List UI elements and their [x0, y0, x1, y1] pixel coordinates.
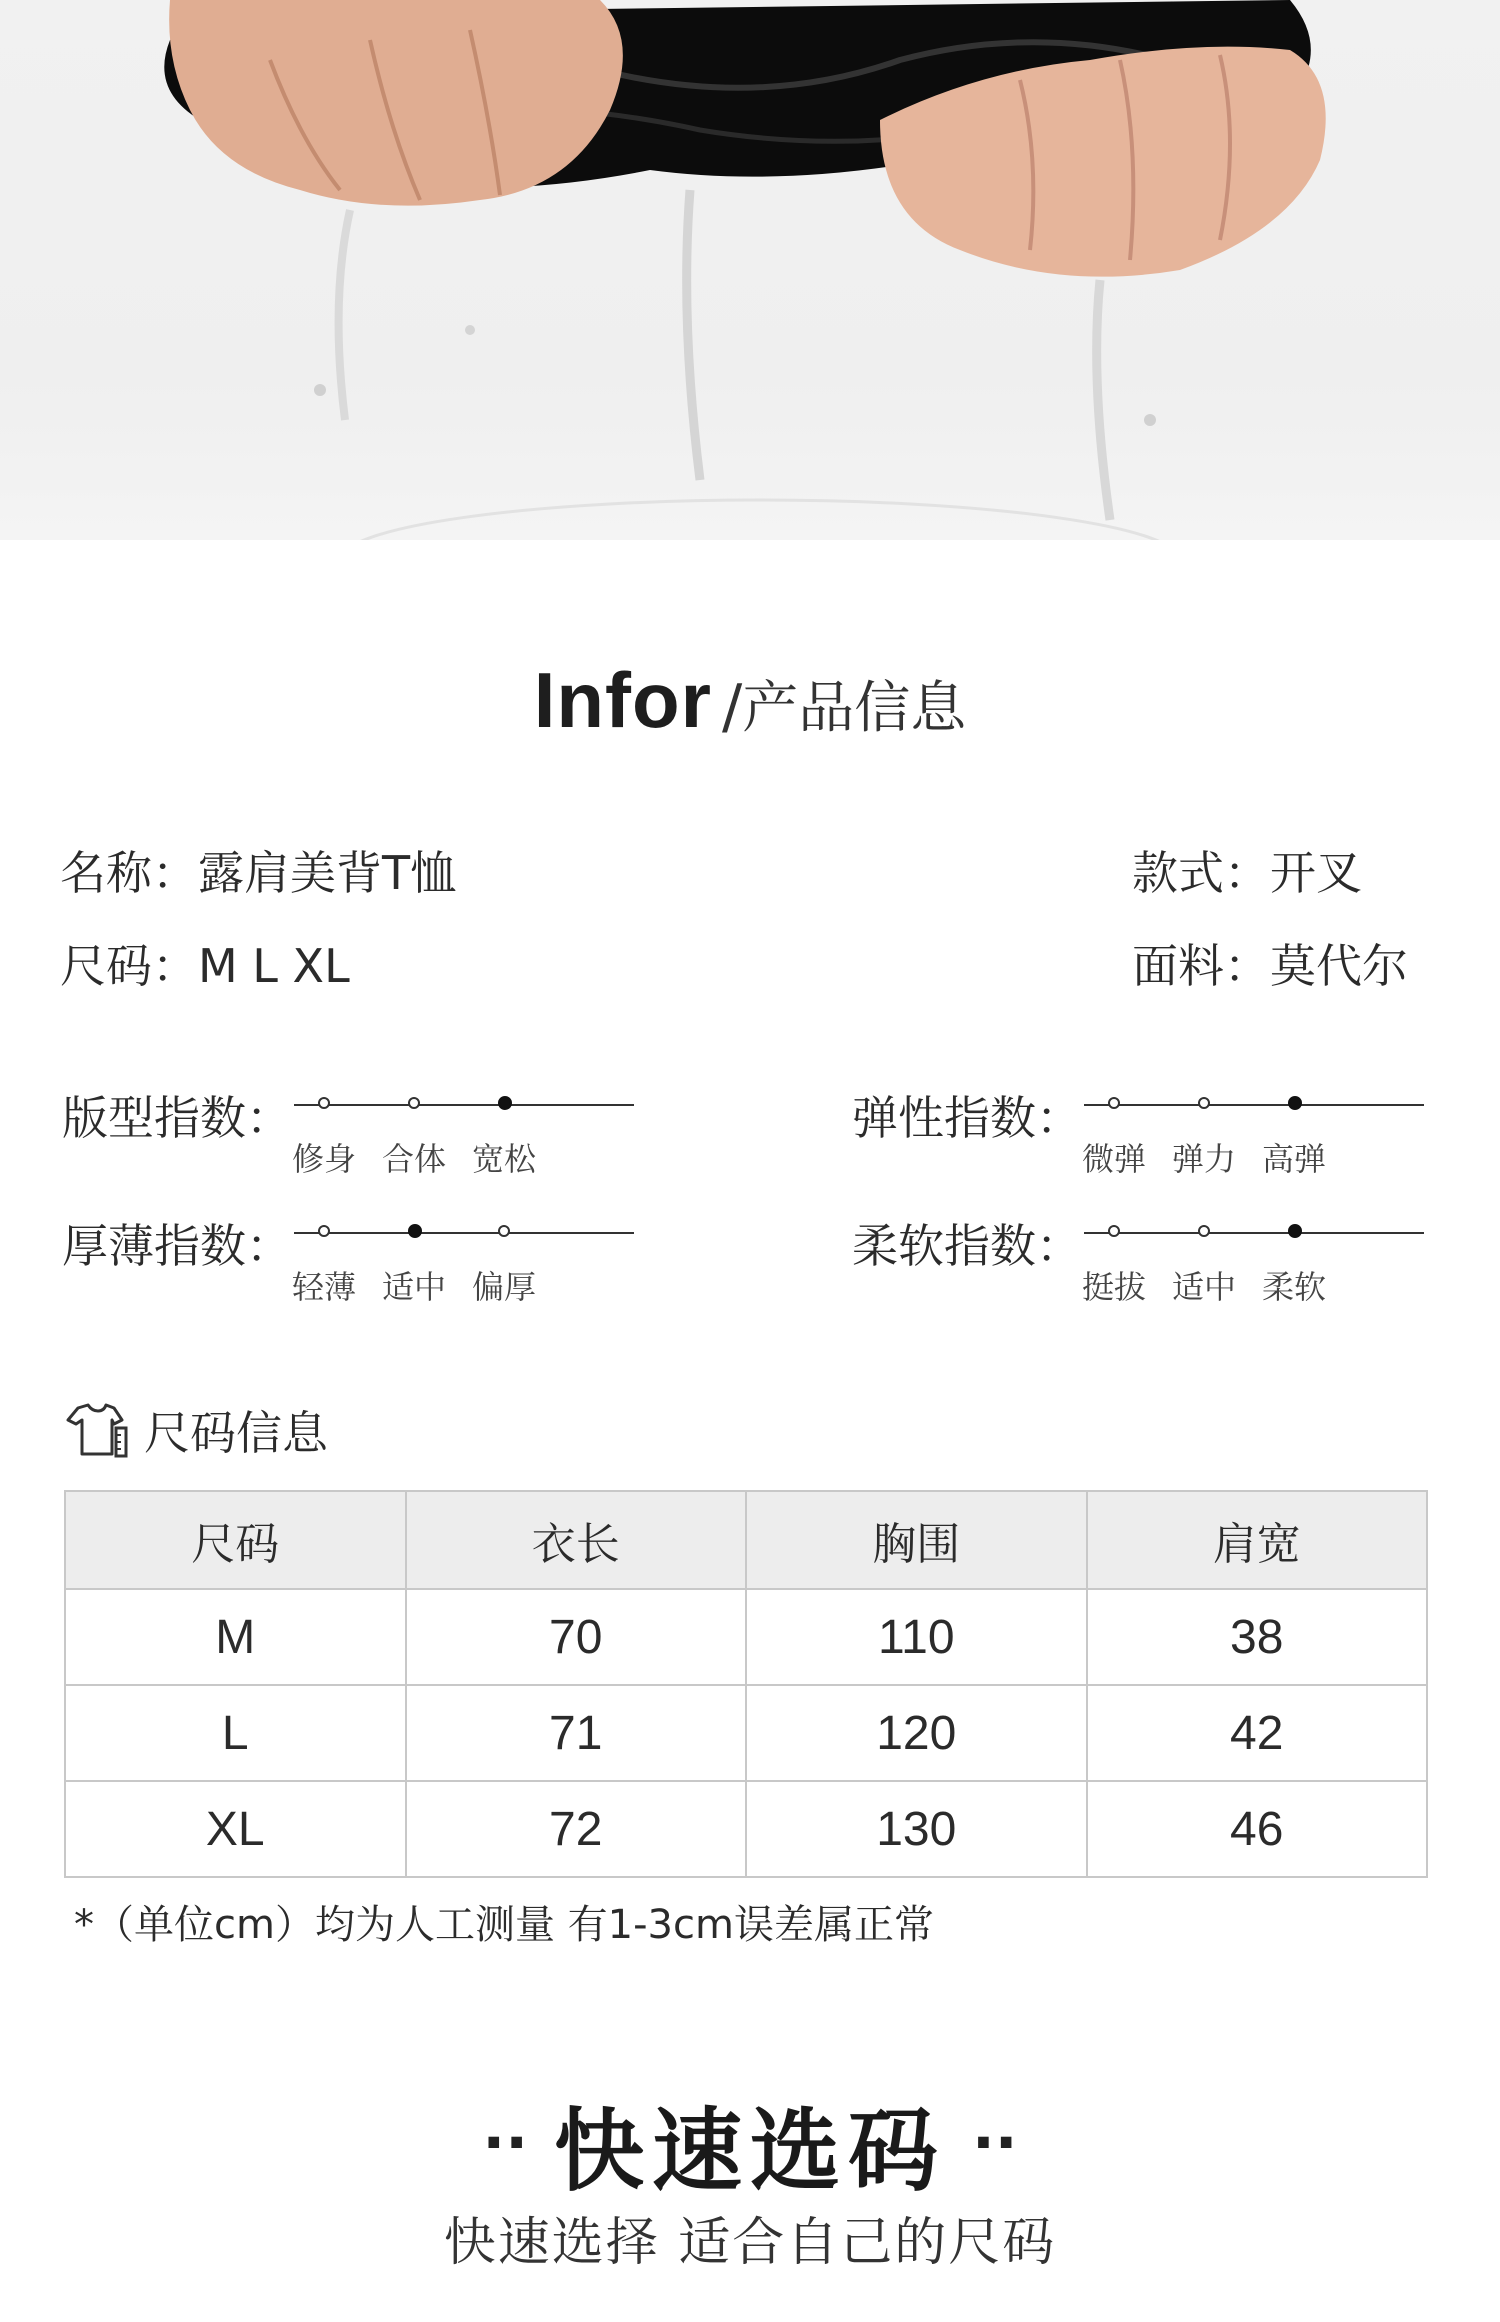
product-size [60, 930, 350, 996]
size-table-header: 肩宽 [1087, 1491, 1428, 1589]
thickness-index-label: 厚薄指数： [62, 1219, 292, 1273]
table-cell: 130 [746, 1781, 1087, 1877]
fit-index-dot-2 [408, 1097, 420, 1109]
size-table-header: 胸围 [746, 1491, 1087, 1589]
table-cell: 120 [746, 1685, 1087, 1781]
softness-index-tick-3: 柔软 [1261, 1268, 1327, 1306]
elasticity-index-tick-3: 高弹 [1261, 1140, 1327, 1178]
table-cell: 70 [406, 1589, 747, 1685]
tshirt-ruler-icon [64, 1402, 130, 1458]
section-title-slash: / [722, 672, 743, 742]
table-cell: 38 [1087, 1589, 1428, 1685]
measurement-note: *（单位cm）均为人工测量 有1-3cm误差属正常 [74, 1902, 934, 1948]
softness-index [852, 1210, 1432, 1330]
softness-index-track [1084, 1232, 1424, 1234]
thickness-index-tick-2: 适中 [381, 1268, 447, 1306]
table-row [65, 1589, 1427, 1685]
table-cell: XL [65, 1781, 406, 1877]
product-fabric [1132, 930, 1408, 996]
size-table-header: 衣长 [406, 1491, 747, 1589]
hands-wringing-shirt-illustration [0, 0, 1500, 540]
product-name [60, 837, 456, 903]
elasticity-index-tick-2: 弹力 [1171, 1140, 1237, 1178]
thickness-index-track [294, 1232, 634, 1234]
fit-index-dot-3 [498, 1096, 512, 1110]
size-table [64, 1490, 1428, 1878]
quick-title: 快速选码 [554, 2099, 946, 2204]
fit-index-tick-2: 合体 [381, 1140, 447, 1178]
size-info-header [64, 1395, 328, 1465]
thickness-index [62, 1210, 642, 1330]
softness-index-dot-2 [1198, 1225, 1210, 1237]
size-table-header: 尺码 [65, 1491, 406, 1589]
product-name-label: 名称： [60, 846, 198, 900]
product-name-value: 露肩美背T恤 [198, 846, 457, 900]
thickness-index-dot-2 [408, 1224, 422, 1238]
softness-index-tick-1: 挺拔 [1081, 1268, 1147, 1306]
size-info-title: 尺码信息 [144, 1406, 328, 1460]
hero-photo [0, 0, 1500, 540]
fit-index-label: 版型指数： [62, 1091, 292, 1145]
product-size-value: M L XL [198, 939, 350, 993]
product-style-value: 开叉 [1270, 846, 1362, 900]
product-fabric-label: 面料： [1132, 939, 1270, 993]
table-cell: 71 [406, 1685, 747, 1781]
thickness-index-tick-1: 轻薄 [291, 1268, 357, 1306]
section-title-en: Infor [533, 656, 713, 744]
table-row [65, 1781, 1427, 1877]
fit-index-track [294, 1104, 634, 1106]
softness-index-dot-3 [1288, 1224, 1302, 1238]
elasticity-index-label: 弹性指数： [852, 1091, 1082, 1145]
elasticity-index-dot-3 [1288, 1096, 1302, 1110]
product-size-label: 尺码： [60, 939, 198, 993]
table-cell: 46 [1087, 1781, 1428, 1877]
table-row [65, 1685, 1427, 1781]
softness-index-tick-2: 适中 [1171, 1268, 1237, 1306]
fit-index [62, 1082, 642, 1202]
table-cell: L [65, 1685, 406, 1781]
elasticity-index-track [1084, 1104, 1424, 1106]
quick-subtitle: 快速选择 适合自己的尺码 [443, 2213, 1057, 2273]
fit-index-tick-1: 修身 [291, 1140, 357, 1178]
softness-index-dot-1 [1108, 1225, 1120, 1237]
product-style-label: 款式： [1132, 846, 1270, 900]
table-cell: M [65, 1589, 406, 1685]
product-style [1132, 837, 1362, 903]
elasticity-index [852, 1082, 1432, 1202]
quick-dots-left: ·· [482, 2108, 528, 2178]
softness-index-label: 柔软指数： [852, 1219, 1082, 1273]
table-cell: 42 [1087, 1685, 1428, 1781]
table-cell: 72 [406, 1781, 747, 1877]
elasticity-index-tick-1: 微弹 [1081, 1140, 1147, 1178]
section-title-cn: 产品信息 [742, 676, 967, 741]
fit-index-tick-3: 宽松 [471, 1140, 537, 1178]
thickness-index-tick-3: 偏厚 [471, 1268, 537, 1306]
size-table-header-row [65, 1491, 1427, 1589]
product-fabric-value: 莫代尔 [1270, 939, 1408, 993]
fit-index-dot-1 [318, 1097, 330, 1109]
quick-dots-right: ·· [972, 2108, 1018, 2178]
elasticity-index-dot-2 [1198, 1097, 1210, 1109]
elasticity-index-dot-1 [1108, 1097, 1120, 1109]
quick-size-title [0, 2078, 1500, 2208]
section-title [0, 655, 1500, 746]
table-cell: 110 [746, 1589, 1087, 1685]
thickness-index-dot-3 [498, 1225, 510, 1237]
thickness-index-dot-1 [318, 1225, 330, 1237]
